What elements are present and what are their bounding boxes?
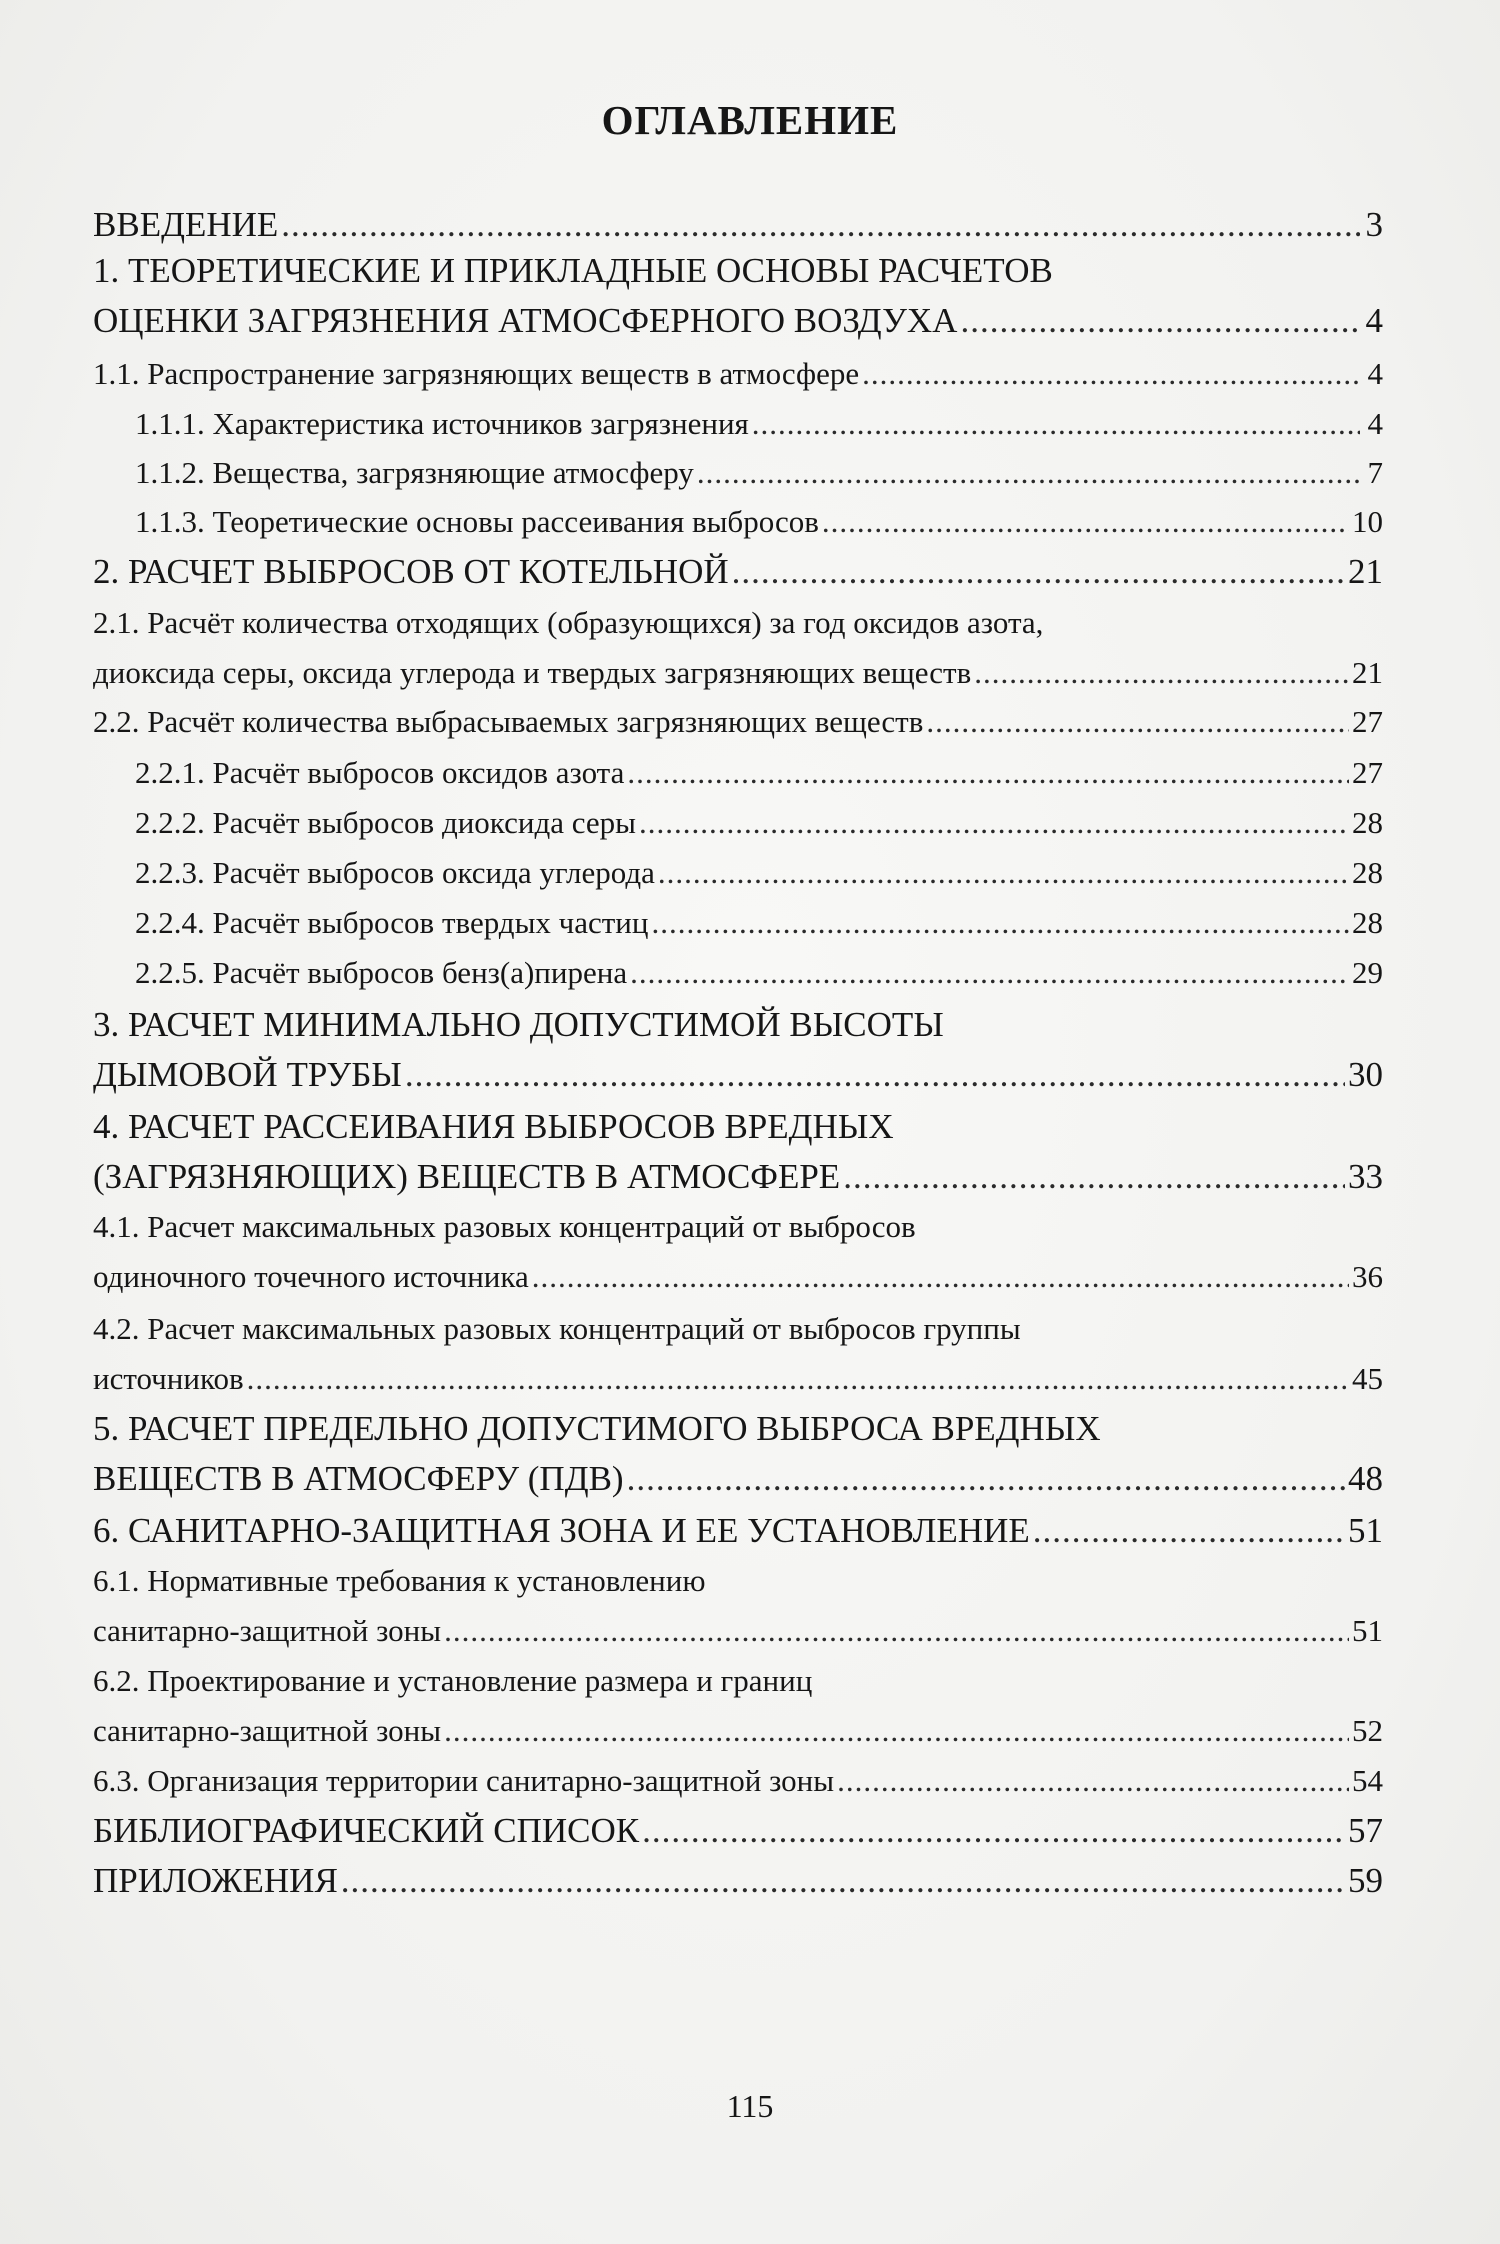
toc-entry-text: 4. РАСЧЕТ РАССЕИВАНИЯ ВЫБРОСОВ ВРЕДНЫХ (93, 1107, 894, 1146)
dot-leader (752, 399, 1360, 449)
toc-entry (93, 1556, 1383, 1656)
toc-entry-text: 1.1.2. Вещества, загрязняющие атмосферу (135, 455, 694, 490)
toc-entry-line (93, 1756, 1383, 1806)
toc-entry-line (135, 948, 1383, 998)
dot-leader (444, 1706, 1349, 1756)
toc-entry-text: 2. РАСЧЕТ ВЫБРОСОВ ОТ КОТЕЛЬНОЙ (93, 552, 729, 591)
dot-leader (843, 1152, 1345, 1202)
toc-entry-text: 6.2. Проектирование и установление размера и границ (93, 1663, 813, 1698)
toc-page-number: 29 (1352, 955, 1383, 990)
toc-entry-text: 4.1. Расчет максимальных разовых концентраций от выбросов (93, 1209, 916, 1244)
toc-page-number: 10 (1352, 504, 1383, 539)
toc-entry-text: 2.2.5. Расчёт выбросов бенз(а)пирена (135, 955, 628, 990)
dot-leader (532, 1252, 1349, 1302)
toc-page-number: 4 (1367, 356, 1383, 391)
toc-page-number: 4 (1367, 406, 1383, 441)
toc-entry-text: 6. САНИТАРНО-ЗАЩИТНАЯ ЗОНА И ЕЕ УСТАНОВЛЕНИЕ (93, 1511, 1030, 1550)
toc-entry (93, 200, 1383, 250)
toc-entry (93, 1506, 1383, 1556)
toc-entry-text: 1.1.1. Характеристика источников загрязнения (135, 406, 749, 441)
toc-page-number: 45 (1352, 1361, 1383, 1396)
toc-page-number: 7 (1367, 455, 1383, 490)
page-number: 115 (726, 2088, 774, 2124)
dot-leader (639, 798, 1349, 848)
toc-entry (93, 848, 1383, 898)
toc-page-number: 21 (1348, 552, 1383, 591)
dot-leader (822, 497, 1349, 547)
toc-entry (93, 448, 1383, 498)
page-title: ОГЛАВЛЕНИЕ (601, 97, 899, 143)
toc-entry-text: 2.2.4. Расчёт выбросов твердых частиц (135, 905, 649, 940)
toc-page-number: 48 (1348, 1459, 1383, 1498)
toc-page-number: 52 (1352, 1713, 1383, 1748)
toc-entry (93, 1102, 1383, 1202)
toc-entry-line (135, 798, 1383, 848)
toc-entry-text: санитарно-защитной зоны (93, 1713, 442, 1748)
dot-leader (960, 296, 1360, 346)
toc-entry (93, 497, 1383, 547)
toc-entry (93, 1856, 1383, 1906)
toc-entry-text: ВВЕДЕНИЕ (93, 205, 279, 244)
toc-entry-text: 6.1. Нормативные требования к установлению (93, 1563, 706, 1598)
dot-leader (732, 547, 1345, 597)
dot-leader (642, 1806, 1345, 1856)
toc-entry-line (93, 349, 1383, 399)
toc-entry-line (93, 697, 1383, 747)
toc-entry-line (93, 1050, 1383, 1100)
toc-entry-line (135, 448, 1383, 498)
dot-leader (341, 1856, 1345, 1906)
toc-entry-line (93, 200, 1383, 250)
toc-entry-line (93, 1606, 1383, 1656)
toc-entry (93, 948, 1383, 998)
dot-leader (974, 648, 1349, 698)
toc-page-number: 59 (1348, 1861, 1383, 1900)
toc-entry-line (93, 648, 1383, 698)
toc-entry-line (135, 497, 1383, 547)
toc-entry-line (93, 1152, 1383, 1202)
toc-entry-line (135, 399, 1383, 449)
toc-entry-text: ПРИЛОЖЕНИЯ (93, 1861, 338, 1900)
dot-leader (658, 848, 1349, 898)
toc-entry-line (93, 1506, 1383, 1556)
toc-entry-line (93, 1354, 1383, 1404)
dot-leader (697, 448, 1360, 498)
dot-leader (405, 1050, 1345, 1100)
toc-entry-line (93, 296, 1383, 346)
toc-entry-line (93, 1706, 1383, 1756)
toc-entry-text: 5. РАСЧЕТ ПРЕДЕЛЬНО ДОПУСТИМОГО ВЫБРОСА ВРЕДНЫХ (93, 1409, 1101, 1448)
toc-page-number: 54 (1352, 1763, 1383, 1798)
toc-entry-line (93, 1806, 1383, 1856)
toc-entry-text: санитарно-защитной зоны (93, 1613, 442, 1648)
toc-entry (93, 798, 1383, 848)
toc-page-number: 36 (1352, 1259, 1383, 1294)
toc-entry-line (93, 547, 1383, 597)
toc-page-number: 3 (1365, 205, 1383, 244)
dot-leader (651, 898, 1349, 948)
toc-entry-text: диоксида серы, оксида углерода и твердых загрязняющих веществ (93, 655, 972, 690)
toc-entry-text: ОЦЕНКИ ЗАГРЯЗНЕНИЯ АТМОСФЕРНОГО ВОЗДУХА (93, 301, 958, 340)
toc-entry-text: 2.2.1. Расчёт выбросов оксидов азота (135, 755, 625, 790)
toc-page-number: 28 (1352, 855, 1383, 890)
toc-entry-text: 1. ТЕОРЕТИЧЕСКИЕ И ПРИКЛАДНЫЕ ОСНОВЫ РАСЧЕТОВ (93, 251, 1053, 290)
toc-entry (93, 1806, 1383, 1856)
toc-page-number: 30 (1348, 1055, 1383, 1094)
dot-leader (627, 1454, 1345, 1504)
toc-entry-text: 3. РАСЧЕТ МИНИМАЛЬНО ДОПУСТИМОЙ ВЫСОТЫ (93, 1005, 944, 1044)
toc-entry-text: ВЕЩЕСТВ В АТМОСФЕРУ (ПДВ) (93, 1459, 624, 1498)
toc-entry-line (93, 1252, 1383, 1302)
dot-leader (627, 748, 1349, 798)
toc-entry (93, 1656, 1383, 1756)
toc-entry (93, 547, 1383, 597)
dot-leader (630, 948, 1349, 998)
toc-page-number: 27 (1352, 755, 1383, 790)
toc-entry-text: 1.1.3. Теоретические основы рассеивания выбросов (135, 504, 819, 539)
toc-entry-text: 2.1. Расчёт количества отходящих (образующихся) за год оксидов азота, (93, 605, 1044, 640)
toc-page-number: 4 (1365, 301, 1383, 340)
toc-page-number: 57 (1348, 1811, 1383, 1850)
toc-entry-line (135, 848, 1383, 898)
dot-leader (247, 1354, 1349, 1404)
toc-page-number: 33 (1348, 1157, 1383, 1196)
toc-entry-text: ДЫМОВОЙ ТРУБЫ (93, 1055, 402, 1094)
toc-entry-text: 2.2.2. Расчёт выбросов диоксида серы (135, 805, 636, 840)
toc-entry-text: (ЗАГРЯЗНЯЮЩИХ) ВЕЩЕСТВ В АТМОСФЕРЕ (93, 1157, 841, 1196)
toc-page-number: 51 (1348, 1511, 1383, 1550)
toc-entry-line (135, 748, 1383, 798)
toc-entry-line (135, 898, 1383, 948)
toc-entry-line (93, 1856, 1383, 1906)
toc-entry (93, 1304, 1383, 1404)
toc-entry (93, 697, 1383, 747)
dot-leader (281, 200, 1360, 250)
dot-leader (1033, 1506, 1345, 1556)
toc-entry-text: 2.2.3. Расчёт выбросов оксида углерода (135, 855, 655, 890)
toc-entry-text: 6.3. Организация территории санитарно-защитной зоны (93, 1763, 835, 1798)
toc-entry (93, 598, 1383, 698)
toc-page-number: 28 (1352, 805, 1383, 840)
toc-page-number: 51 (1352, 1613, 1383, 1648)
toc-entry-text: 4.2. Расчет максимальных разовых концентраций от выбросов группы (93, 1311, 1021, 1346)
toc-page-number: 27 (1352, 704, 1383, 739)
toc-entry-text: 1.1. Распространение загрязняющих веществ в атмосфере (93, 356, 860, 391)
toc-entry-text: одиночного точечного источника (93, 1259, 529, 1294)
toc-entry (93, 349, 1383, 399)
dot-leader (862, 349, 1360, 399)
dot-leader (837, 1756, 1349, 1806)
toc-entry (93, 246, 1383, 346)
toc-entry (93, 1202, 1383, 1302)
dot-leader (926, 697, 1349, 747)
toc-entry (93, 399, 1383, 449)
toc-page-number: 28 (1352, 905, 1383, 940)
toc-entry (93, 898, 1383, 948)
toc-entry (93, 1756, 1383, 1806)
toc-entry (93, 1000, 1383, 1100)
toc-entry-text: 2.2. Расчёт количества выбрасываемых загрязняющих веществ (93, 704, 924, 739)
toc-page-number: 21 (1352, 655, 1383, 690)
toc-entry-text: источников (93, 1361, 244, 1396)
dot-leader (444, 1606, 1349, 1656)
toc-entry-line (93, 1454, 1383, 1504)
toc-entry (93, 748, 1383, 798)
toc-entry (93, 1404, 1383, 1504)
toc-entry-text: БИБЛИОГРАФИЧЕСКИЙ СПИСОК (93, 1811, 640, 1850)
